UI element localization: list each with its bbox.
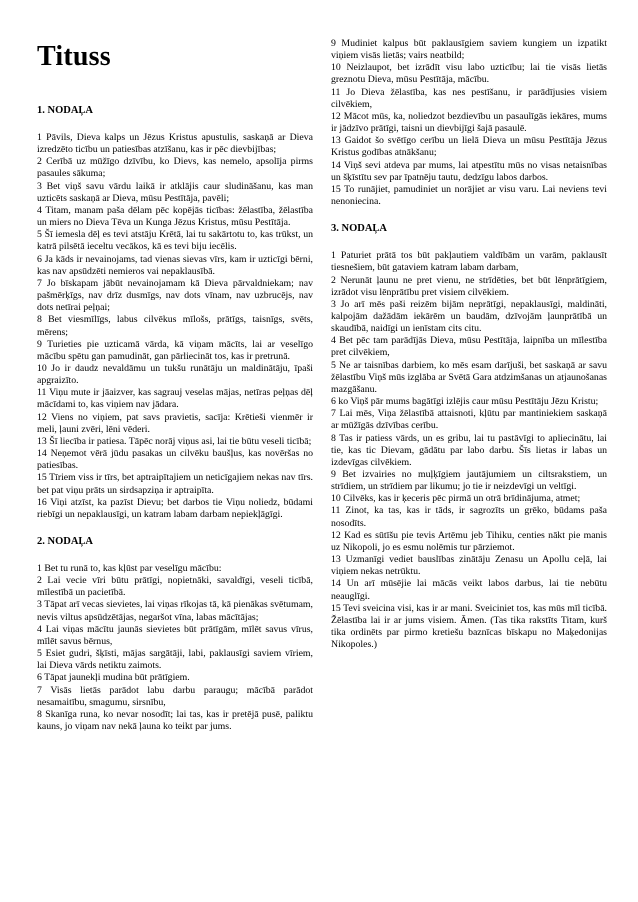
verse: 11 Viņu mute ir jāaizver, kas sagrauj veselas mājas, netīras peļņas dēļ mācīdami to, kas viņiem nav jādara. (37, 387, 313, 411)
verse: 12 Viens no viņiem, pat savs pravietis, sacīja: Krētieši vienmēr ir meli, ļauni zvēri, lēni vēderi. (37, 411, 313, 435)
verse: 5 Ne ar taisnības darbiem, ko mēs esam darījuši, bet saskaņā ar savu žēlastību Viņš mūs izglāba ar Svētā Gara atdzimšanas un atjaunošanas mazgāšanu. (331, 359, 607, 395)
verse: 5 Šī iemesla dēļ es tevi atstāju Krētā, lai tu sakārtotu to, kas trūkst, un katrā pilsētā ieceltu vecākos, kā es tevi biju iecēlis. (37, 229, 313, 253)
verse: 2 Cerībā uz mūžīgo dzīvību, ko Dievs, kas nemelo, apsolīja pirms pasaules sākuma; (37, 156, 313, 180)
verse: 7 Visās lietās parādot labu darbu paraugu; mācībā parādot nesamaitību, smagumu, sirsnību, (37, 684, 313, 708)
verse: 13 Šī liecība ir patiesa. Tāpēc norāj viņus asi, lai tie būtu veseli ticībā; (37, 435, 312, 447)
verse: 5 Esiet gudri, šķīsti, mājas sargātāji, labi, paklausīgi saviem vīriem, lai Dieva vārds netiktu zaimots. (37, 648, 313, 672)
right-column (331, 38, 607, 651)
verse: 14 Viņš sevi atdeva par mums, lai atpestītu mūs no visas netaisnības un šķīstītu sev par īpatnēju tautu, dedzīgu labos darbos. (331, 159, 607, 183)
chapter-2-verses-left (37, 563, 313, 733)
verse: 8 Bet viesmīlīgs, labus cilvēkus mīlošs, prātīgs, taisnīgs, svēts, mērens; (37, 314, 313, 338)
verse: 7 Lai mēs, Viņa žēlastībā attaisnoti, kļūtu par mantiniekiem saskaņā ar mūžīgās dzīvības cerību. (331, 408, 607, 432)
chapter-3-verses (331, 250, 607, 651)
verse: 4 Lai viņas mācītu jaunās sievietes būt prātīgām, mīlēt savus vīrus, mīlēt savus bērnus, (37, 623, 313, 647)
verse: 9 Mudiniet kalpus būt paklausīgiem saviem kungiem un izpatikt viņiem visās lietās; vairs neatbild; (331, 38, 607, 62)
verse: 16 Viņi atzīst, ka pazīst Dievu; bet darbos tie Viņu noliedz, būdami riebīgi un nepaklausīgi, un katram labam darbam nepiekļāgīgi. (37, 496, 313, 520)
verse: 6 Ja kāds ir nevainojams, tad vienas sievas vīrs, kam ir uzticīgi bērni, kas nav apsūdzēti nemieros vai nepaklausībā. (37, 253, 313, 277)
verse: 14 Un arī mūsējie lai mācās veikt labos darbus, lai tie nebūtu neauglīgi. (331, 578, 607, 602)
verse: 6 Tāpat jaunekļi mudina būt prātīgiem. (37, 672, 190, 684)
verse: 13 Gaidot šo svētīgo cerību un lielā Dieva un mūsu Pestītāja Jēzus Kristus godības atnākšanu; (331, 135, 607, 159)
verse: 12 Mācot mūs, ka, noliedzot bezdievību un pasaulīgās iekāres, mums ir jādzīvo prātīgi, taisni un dievbijīgi šajā pasaulē. (331, 110, 607, 135)
verse: 4 Bet pēc tam parādījās Dieva, mūsu Pestītāja, laipnība un mīlestība pret cilvēkiem, (331, 335, 607, 359)
chapter-heading-3: 3. NODAĻA (331, 223, 388, 235)
verse: 15 To runājiet, pamudiniet un norājiet ar visu varu. Lai neviens tevi nenoniecina. (331, 183, 607, 208)
verse: 9 Turieties pie uzticamā vārda, kā viņam mācīts, lai ar veselīgo mācību spētu gan pamudināt, gan pārliecināt tos, kas ir pretrunā. (37, 338, 313, 362)
chapter-heading-2: 2. NODAĻA (37, 536, 94, 547)
verse: 9 Bet izvairies no muļķīgiem jautājumiem un ciltsrakstiem, un strīdiem, un strīdiem par likumu; jo tie ir neizdevīgi un veltīgi. (331, 469, 607, 493)
verse: 4 Titam, manam paša dēlam pēc kopējās ticības: žēlastība, žēlastība un miers no Dieva Tēva un Kunga Jēzus Kristus, mūsu Pestītāja. (37, 204, 313, 229)
verse: 10 Jo ir daudz nevaldāmu un tukšu runātāju un maldinātāju, īpaši apgraizīto. (37, 362, 313, 387)
book-title: Tituss (37, 41, 111, 72)
verse: 8 Skanīga runa, ko nevar nosodīt; lai tas, kas ir pretējā pusē, paliktu kauns, jo viņam nav nekā ļauna ko teikt par jums. (37, 708, 313, 733)
verse: 6 ko Viņš pār mums bagātīgi izlējis caur mūsu Pestītāju Jēzu Kristu; (331, 396, 599, 408)
verse: 11 Zinot, ka tas, kas ir tāds, ir sagrozīts un grēko, būdams paša nosodīts. (331, 505, 607, 529)
verse: 1 Bet tu runā to, kas kļūst par veselīgu mācību: (37, 563, 222, 574)
verse: 7 Jo bīskapam jābūt nevainojamam kā Dieva pārvaldniekam; nav pašmērķīgs, nav drīz dusmīgs, nav dots vīnam, nav uzbrucējs, nav dots netīrai peļņai; (37, 277, 313, 314)
verse: 8 Tas ir patiess vārds, un es gribu, lai tu pastāvīgi to apliecinātu, lai tie, kas tic Dievam, gādātu par labo darbu. Šīs lietas ir labas un izdevīgas cilvēkiem. (331, 432, 607, 468)
verse: 14 Neņemot vērā jūdu pasakas un cilvēku baušļus, kas novēršas no patiesības. (37, 448, 313, 472)
chapter-heading-1: 1. NODAĻA (37, 105, 94, 116)
verse: 10 Cilvēks, kas ir ķeceris pēc pirmā un otrā brīdinājuma, atmet; (331, 493, 581, 505)
verse: 1 Paturiet prātā tos būt pakļautiem valdībām un varām, paklausīt tiesnešiem, būt gataviem katram labam darbam, (331, 250, 607, 274)
chapter-1-verses (37, 132, 313, 521)
verse: 11 Jo Dieva žēlastība, kas nes pestīšanu, ir parādījusies visiem cilvēkiem, (331, 86, 607, 110)
verse: 2 Lai vecie vīri būtu prātīgi, nopietnāki, savaldīgi, veseli ticībā, mīlestībā un pacietībā. (37, 575, 313, 599)
verse: 13 Uzmanīgi vediet bauslības zinātāju Zenasu un Apollu ceļā, lai viņiem nekas netrūktu. (331, 554, 607, 578)
verse: 12 Kad es sūtīšu pie tevis Artēmu jeb Tihiku, centies nākt pie manis uz Nikopoli, jo es esmu nolēmis tur pārziemot. (331, 529, 607, 553)
verse: 10 Neizlaupot, bet izrādīt visu labo uzticību; lai tie visās lietās greznotu Dieva, mūsu Pestītāja, mācību. (331, 62, 607, 86)
verse: 1 Pāvils, Dieva kalps un Jēzus Kristus apustulis, saskaņā ar Dieva izredzēto ticību un patiesības atzīšanu, kas ir pēc dievbijības; (37, 132, 313, 156)
chapter-2-verses-right (331, 38, 607, 208)
verse: 15 Tevi sveicina visi, kas ir ar mani. Sveiciniet tos, kas mūs mīl ticībā. Žēlastība lai ir ar jums visiem. Āmen. (Tas tika rakstīts Titam, kurš tika ordinēts par pirmo kretiešu baznīcas bīskapu no Maķedonijas Nikopoles.) (331, 602, 607, 651)
left-column (37, 36, 313, 733)
verse: 3 Tāpat arī vecas sievietes, lai viņas rīkojas tā, kā pienākas svētumam, nevis viltus apsūdzētājas, negaršot vīna, labas mācītājas; (37, 599, 313, 623)
verse: 3 Bet viņš savu vārdu laikā ir atklājis caur sludināšanu, kas man uzticēts saskaņā ar Dieva, mūsu Pestītāja, pavēli; (37, 180, 313, 204)
verse: 3 Jo arī mēs paši reizēm bijām neprātīgi, nepaklausīgi, maldināti, kalpojām dažādām iekārēm un baudām, dzīvojām ļaunprātībā un skaudībā, naidīgi un ienīstam cits citu. (331, 298, 607, 335)
verse: 2 Nerunāt ļaunu ne pret vienu, ne strīdēties, bet būt lēnprātīgiem, izrādot visu lēnprātību pret visiem cilvēkiem. (331, 274, 607, 298)
verse: 15 Tīriem viss ir tīrs, bet aptraipītajiem un neticīgajiem nekas nav tīrs. bet pat viņu prāts un sirdsapziņa ir aptraipīta. (37, 472, 313, 496)
